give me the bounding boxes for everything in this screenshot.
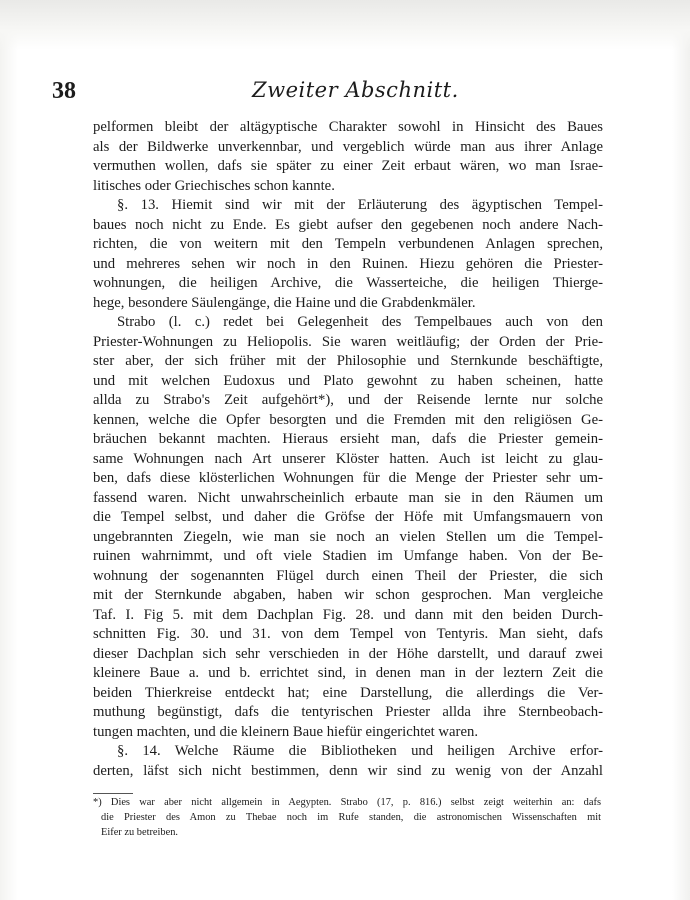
text-line: ungebrannten Ziegeln, wie man sie noch an vielen Stellen um die Tempel- xyxy=(93,528,603,545)
footnote-line: die Priester des Amon zu Thebae noch im Rufe standen, die astronomischen Wissenschaften mit xyxy=(101,812,601,823)
text-line: Priester-Wohnungen zu Heliopolis. Sie waren weitläufig; der Orden der Prie- xyxy=(93,333,603,350)
text-line: wohnung der sogenannten Flügel durch einen Theil der Priester, die sich xyxy=(93,567,603,584)
text-line: beiden Thierkreise entdeckt hat; eine Darstellung, die allerdings die Ver- xyxy=(93,684,603,701)
footnote-line: *) Dies war aber nicht allgemein in Aegypten. Strabo (17, p. 816.) selbst zeigt weiterhin an: dafs xyxy=(93,797,601,808)
text-line: tungen machten, und die kleinern Baue hiefür eingerichtet waren. xyxy=(93,723,478,740)
footnote-line: Eifer zu betreiben. xyxy=(101,827,179,838)
page-number: 38 xyxy=(52,78,76,104)
text-line: derten, läfst sich nicht bestimmen, denn wir sind zu wenig von der Anzahl xyxy=(93,762,603,779)
text-line: ben, dafs diese klösterlichen Wohnungen für die Menge der Priester sehr um- xyxy=(93,470,603,486)
text-line: und mit welchen Eudoxus und Plato gewohnt zu haben scheinen, hatte xyxy=(93,372,603,389)
text-line: allda zu Strabo's Zeit aufgehört*), und der Reisende lernte nur solche xyxy=(93,392,603,408)
text-line: dieser Dachplan sich sehr verschieden in der Höhe darstellt, und darauf zwei xyxy=(93,645,603,662)
paragraph-start-line: §. 14. Welche Räume die Bibliotheken und heiligen Archive erfor- xyxy=(117,743,603,759)
text-line: bräuchen bekannt machten. Hieraus ersieht man, dafs die Priester gemein- xyxy=(93,431,603,447)
text-line: ster aber, der sich früher mit der Philosophie und Sternkunde beschäftigte, xyxy=(93,353,603,369)
text-line: Taf. I. Fig 5. mit dem Dachplan Fig. 28. und dann mit den beiden Durch- xyxy=(93,606,603,623)
text-line: fassend waren. Nicht unwahrscheinlich erbaute man sie in den Räumen um xyxy=(93,489,603,506)
footnote-divider xyxy=(93,793,133,794)
text-line: als der Bildwerke unverkennbar, und vergeblich würde man aus ihrer Anlage xyxy=(93,138,603,155)
paragraph-start-line: Strabo (l. c.) redet bei Gelegenheit des Tempelbaues auch von den xyxy=(117,314,603,330)
section-title: Zweiter Abschnitt. xyxy=(252,78,459,102)
text-line: baues noch nicht zu Ende. Es giebt aufser den gegebenen noch andere Nach- xyxy=(93,216,603,233)
scan-shadow xyxy=(0,0,690,50)
text-line: muthung begünstigt, dafs die tentyrischen Priester allda ihre Sternbeobach- xyxy=(93,704,603,720)
text-line: schnitten Fig. 30. und 31. von dem Tempel von Tentyris. Man sieht, dafs xyxy=(93,626,603,642)
text-line: pelformen bleibt der altägyptische Charakter sowohl in Hinsicht des Baues xyxy=(93,119,603,135)
text-line: wohnungen, die heiligen Archive, die Wasserteiche, die heiligen Thierge- xyxy=(93,275,603,291)
text-line: richten, die von weitern mit den Tempeln verbundenen Anlagen sprechen, xyxy=(93,236,603,252)
text-line: mit der Sternkunde abgaben, haben wir schon gesprochen. Man vergleiche xyxy=(93,587,603,603)
text-line: kleinere Baue a. und b. errichtet sind, in denen man in der leztern Zeit die xyxy=(93,665,603,681)
text-line: und mehreres sehen wir noch in den Ruinen. Hiezu gehören die Priester- xyxy=(93,255,603,272)
paragraph-start-line: §. 13. Hiemit sind wir mit der Erläuterung des ägyptischen Tempel- xyxy=(117,197,603,213)
text-line: vermuthen wollen, dafs sie später zu einer Zeit erbaut wären, wo man Israe- xyxy=(93,158,603,174)
text-line: kennen, welche die Opfer besorgten und die Fremden mit den religiösen Ge- xyxy=(93,411,603,428)
text-line: ruinen wahrnimmt, und oft viele Stadien im Umfange haben. Von der Be- xyxy=(93,548,603,564)
text-line: die Tempel selbst, und daher die Gröfse der Höfe mit Umfangsmauern von xyxy=(93,509,603,525)
running-head xyxy=(52,76,612,108)
body-text xyxy=(93,118,603,781)
text-line: litisches oder Griechisches schon kannte. xyxy=(93,177,335,194)
text-line: hege, besondere Säulengänge, die Haine und die Grabdenkmäler. xyxy=(93,294,476,311)
footnote xyxy=(93,795,601,840)
text-line: same Wohnungen nach Art unserer Klöster hatten. Auch ist leicht zu glau- xyxy=(93,450,603,467)
